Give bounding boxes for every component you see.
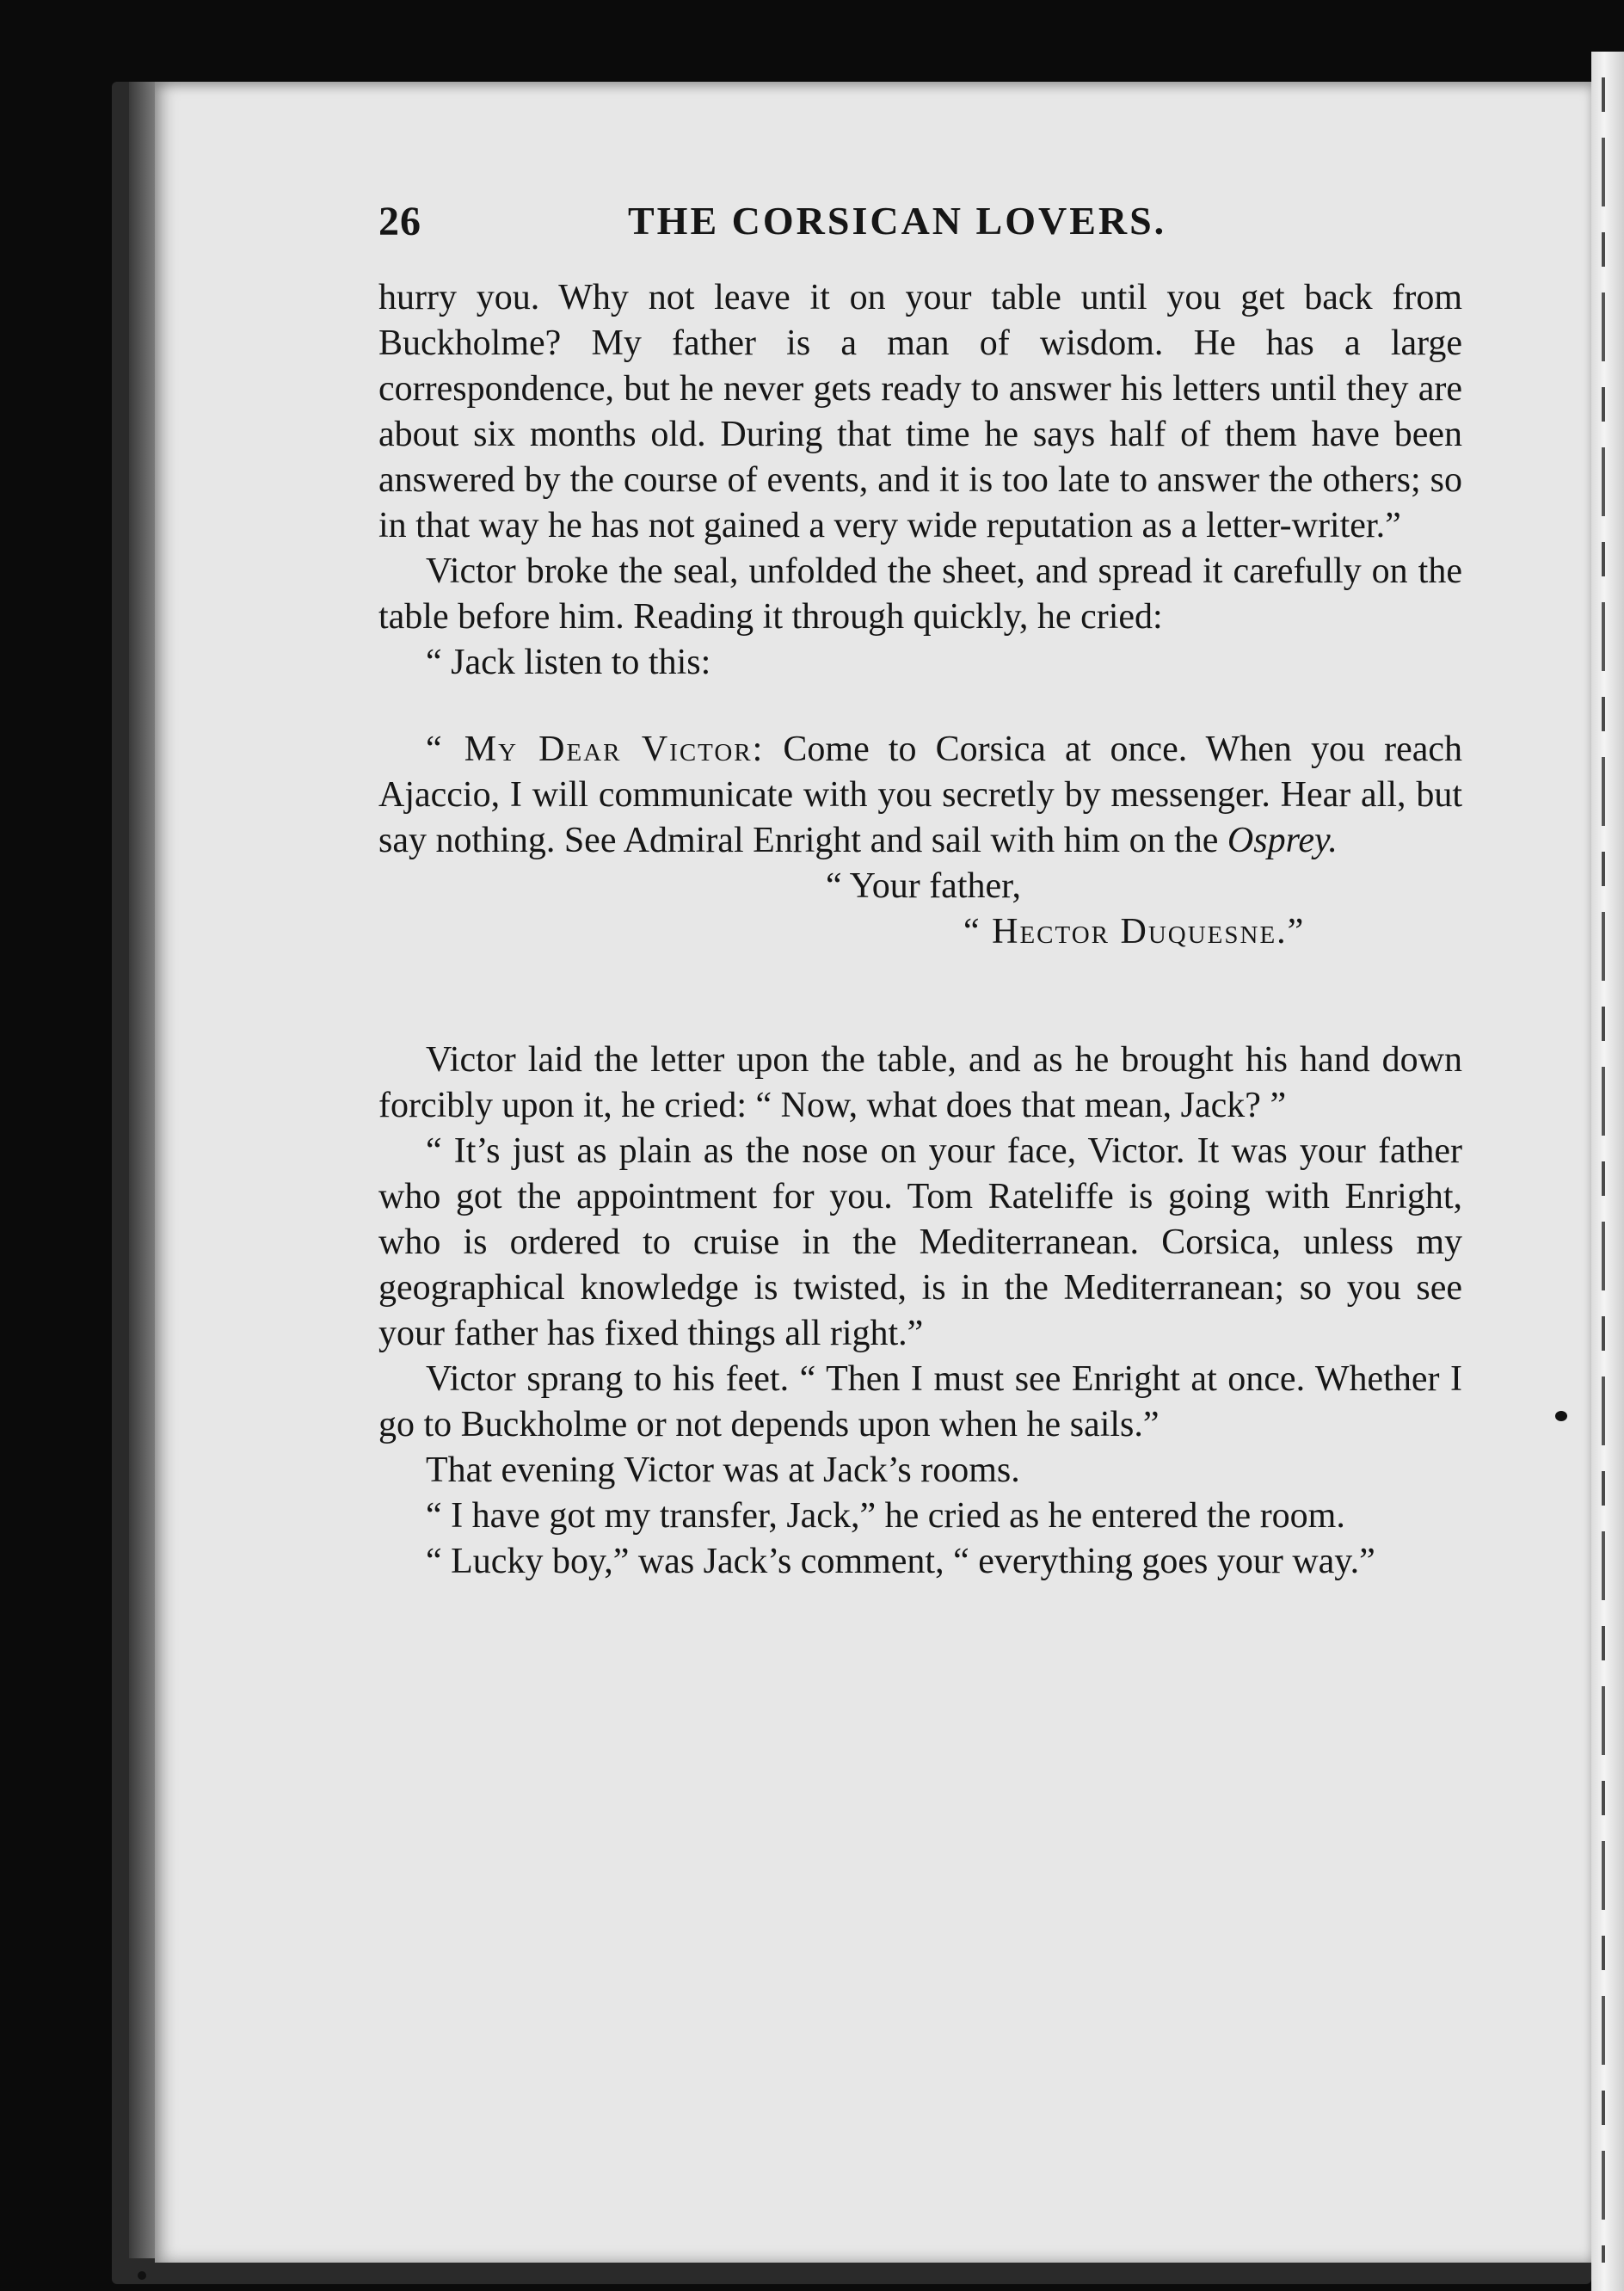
paragraph: That evening Victor was at Jack’s rooms. [426,1450,1020,1490]
facing-page-edge [1591,52,1624,2291]
letter-text: Come to Corsica at once. When you reach Ajaccio, I will communicate with you secretly by messenger. Hear all, but say nothing. See Admiral Enright and sail with him on the [378,730,1462,860]
paragraph: “ It’s just as plain as the nose on your face, Victor. It was your father who got the appointment for you. Tom Rateliffe is going with Enright, who is ordered to cruise in the Mediterranean. Corsica, unless my geographical knowledge is twisted, is in the Mediterranean; so you see your father has fixed things all right.” [378,1131,1462,1353]
page-number: 26 [378,199,421,244]
letter-body [378,727,1462,864]
letter-salutation: “ My Dear Victor: [426,730,765,769]
page-text-block [378,198,1462,1585]
paragraph: “ Lucky boy,” was Jack’s comment, “ everything goes your way.” [426,1542,1375,1581]
quoted-letter [378,727,1462,955]
page-header [378,198,1462,262]
paragraph: Victor sprang to his feet. “ Then I must see Enright at once. Whether I go to Buckholme or not depends upon when he sails.” [378,1359,1462,1444]
facing-page-edge-line [1602,77,1605,2263]
paragraph: “ Jack listen to this: [426,643,711,682]
paragraph: Victor laid the letter upon the table, and as he brought his hand down forcibly upon it, he cried: “ Now, what does that mean, Jack? ” [378,1040,1462,1125]
letter-closing: “ Your father, [826,866,1021,906]
letter-signature: “ Hector Duquesne.” [963,912,1306,952]
ink-speck [138,2271,146,2280]
paragraph: Victor broke the seal, unfolded the sheet, and spread it carefully on the table before him. Reading it through quickly, he cried: [378,551,1462,637]
ship-name: Osprey. [1227,821,1338,860]
paragraph: hurry you. Why not leave it on your table until you get back from Buckholme? My father is a man of wisdom. He has a large correspondence, but he never gets ready to answer his letters until they are about six months old. During that time he says half of them have been answered by the course of events, and it is too late to answer the others; so in that way he has not gained a very wide reputation as a letter-writer.” [378,278,1462,545]
paragraph: “ I have got my transfer, Jack,” he cried as he entered the room. [426,1496,1345,1536]
ink-speck [1555,1411,1567,1421]
running-title: THE CORSICAN LOVERS. [628,199,1167,243]
